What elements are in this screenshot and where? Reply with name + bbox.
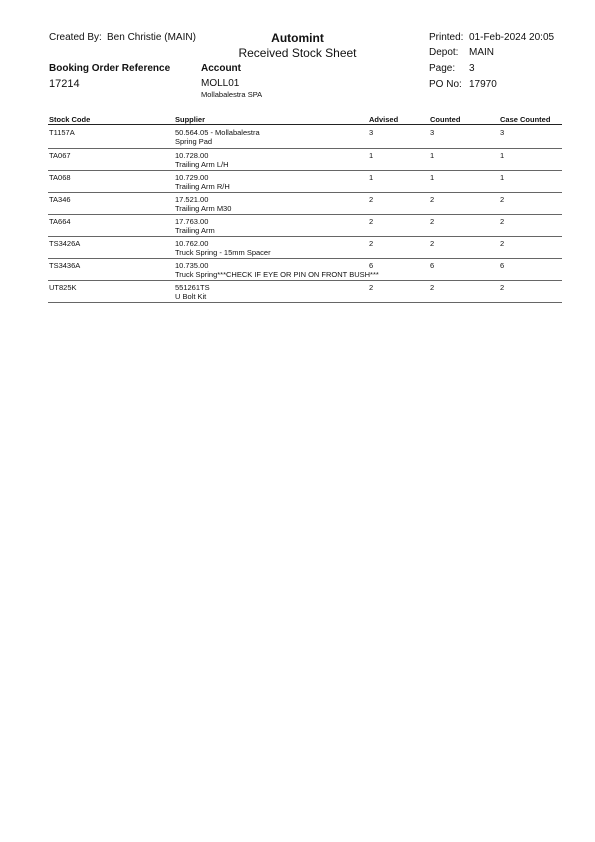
row-case-counted: 1: [500, 173, 505, 182]
row-counted: 6: [430, 261, 435, 270]
account-label: Account: [201, 63, 241, 74]
col-header-stock-code: Stock Code: [49, 115, 91, 124]
printed-value: 01-Feb-2024 20:05: [469, 32, 555, 43]
row-supplier-ref: 551261TS: [175, 283, 210, 292]
booking-ref-value: 17214: [49, 78, 80, 90]
row-supplier-ref: 17.521.00: [175, 195, 209, 204]
row-counted: 2: [430, 217, 435, 226]
row-stock-code: TS3426A: [49, 239, 81, 248]
row-counted: 2: [430, 283, 435, 292]
report-title: Received Stock Sheet: [238, 46, 357, 60]
account-code: MOLL01: [201, 78, 240, 89]
col-header-case-counted: Case Counted: [500, 115, 551, 124]
row-counted: 1: [430, 151, 435, 160]
depot-value: MAIN: [469, 47, 494, 58]
row-counted: 2: [430, 195, 435, 204]
row-description: Trailing Arm M30: [175, 204, 232, 213]
row-counted: 2: [430, 239, 435, 248]
row-divider: [48, 170, 562, 171]
row-description: Trailing Arm: [175, 226, 215, 235]
row-case-counted: 3: [500, 128, 505, 137]
created-by-value: Ben Christie (MAIN): [107, 32, 196, 43]
row-advised: 3: [369, 128, 374, 137]
row-case-counted: 2: [500, 195, 505, 204]
row-description: Spring Pad: [175, 137, 213, 146]
row-case-counted: 2: [500, 217, 505, 226]
row-description: Trailing Arm R/H: [175, 182, 230, 191]
row-supplier-ref: 10.762.00: [175, 239, 209, 248]
row-supplier-ref: 10.729.00: [175, 173, 209, 182]
row-divider: [48, 258, 562, 259]
col-header-counted: Counted: [430, 115, 461, 124]
row-divider: [48, 236, 562, 237]
company-name: Automint: [271, 31, 324, 45]
row-divider: [48, 280, 562, 281]
row-supplier-ref: 17.763.00: [175, 217, 209, 226]
row-case-counted: 2: [500, 283, 505, 292]
row-supplier-ref: 10.728.00: [175, 151, 209, 160]
po-label: PO No:: [429, 79, 462, 90]
row-stock-code: UT825K: [49, 283, 77, 292]
col-header-advised: Advised: [369, 115, 399, 124]
booking-ref-label: Booking Order Reference: [49, 63, 171, 74]
row-description: Truck Spring***CHECK IF EYE OR PIN ON FRONT BUSH***: [175, 270, 379, 279]
row-divider: [48, 192, 562, 193]
row-stock-code: TA346: [49, 195, 71, 204]
row-supplier-ref: 10.735.00: [175, 261, 209, 270]
row-advised: 1: [369, 151, 374, 160]
row-case-counted: 1: [500, 151, 505, 160]
po-value: 17970: [469, 79, 497, 90]
row-divider: [48, 214, 562, 215]
row-description: U Bolt Kit: [175, 292, 207, 301]
page-value: 3: [469, 63, 475, 74]
row-divider: [48, 148, 562, 149]
account-name: Mollabalestra SPA: [201, 90, 263, 99]
row-stock-code: TS3436A: [49, 261, 81, 270]
row-case-counted: 6: [500, 261, 505, 270]
row-advised: 2: [369, 239, 374, 248]
col-header-supplier: Supplier: [175, 115, 206, 124]
row-stock-code: TA067: [49, 151, 71, 160]
row-supplier-ref: 50.564.05 - Mollabalestra: [175, 128, 260, 137]
header-divider: [48, 124, 562, 125]
row-divider: [48, 302, 562, 303]
row-description: Truck Spring - 15mm Spacer: [175, 248, 271, 257]
row-counted: 1: [430, 173, 435, 182]
page-label: Page:: [429, 63, 456, 74]
row-advised: 6: [369, 261, 374, 270]
row-stock-code: TA068: [49, 173, 71, 182]
row-description: Trailing Arm L/H: [175, 160, 229, 169]
row-case-counted: 2: [500, 239, 505, 248]
row-advised: 2: [369, 195, 374, 204]
printed-label: Printed:: [429, 32, 464, 43]
row-counted: 3: [430, 128, 435, 137]
created-by-label: Created By:: [49, 32, 102, 43]
row-advised: 2: [369, 217, 374, 226]
row-stock-code: TA664: [49, 217, 71, 226]
row-advised: 2: [369, 283, 374, 292]
row-advised: 1: [369, 173, 374, 182]
row-stock-code: T1157A: [49, 128, 75, 137]
depot-label: Depot:: [429, 47, 459, 58]
